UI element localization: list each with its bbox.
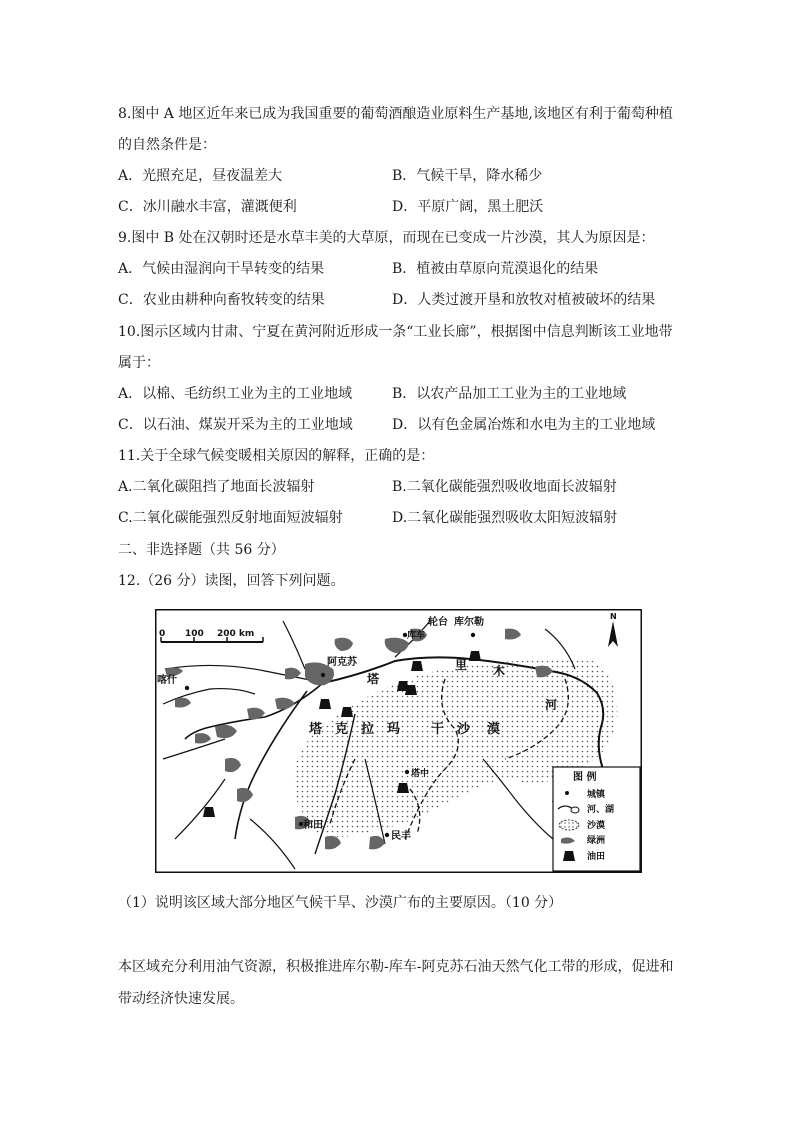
desert-label-char-2: 克 bbox=[335, 722, 349, 737]
legend-town-icon bbox=[565, 791, 569, 795]
legend-desert-icon bbox=[559, 820, 579, 830]
desert-label-char-5: 干 bbox=[431, 722, 445, 737]
river-label-char-3: 木 bbox=[493, 664, 506, 678]
paragraph-line1: 本区域充分利用油气资源，积极推进库尔勒-库车-阿克苏石油天然气化工带的形成，促进和 bbox=[118, 959, 674, 975]
q10-option-c: C．以石油、煤炭开采为主的工业地域 bbox=[118, 417, 353, 433]
map-legend bbox=[553, 767, 640, 871]
q8-option-a: A．光照充足，昼夜温差大 bbox=[118, 168, 283, 184]
river-label-char-4: 河 bbox=[545, 698, 558, 712]
legend-town-label: 城镇 bbox=[587, 790, 606, 800]
q8-stem-line2: 的自然条件是： bbox=[118, 137, 216, 153]
legend-river-lake-label: 河、湖 bbox=[587, 805, 615, 815]
oilfield-marker bbox=[341, 707, 353, 717]
q12-sub1: （1）说明该区域大部分地区气候干旱、沙漠广布的主要原因。（10 分） bbox=[118, 895, 563, 911]
river-label-char-2: 里 bbox=[455, 658, 468, 672]
town-dot-korla bbox=[471, 633, 475, 637]
q11-option-b: B.二氧化碳能强烈吸收地面长波辐射 bbox=[392, 479, 617, 495]
q10-stem-line1: 10.图示区域内甘肃、宁夏在黄河附近形成一条“工业长廊”，根据图中信息判断该工业地带 bbox=[118, 324, 673, 340]
city-label-minfeng: 民丰 bbox=[391, 831, 411, 842]
section-heading: 二、非选择题（共 56 分） bbox=[118, 542, 285, 558]
q10-stem-line2: 属于： bbox=[118, 355, 160, 371]
oilfield-marker bbox=[411, 661, 423, 671]
q9-stem: 9.图中 B 处在汉朝时还是水草丰美的大草原，而现在已变成一片沙漠，其人为原因是： bbox=[118, 230, 655, 246]
q11-option-a: A.二氧化碳阻挡了地面长波辐射 bbox=[118, 479, 315, 495]
desert-label-char-4: 玛 bbox=[387, 722, 401, 737]
city-label-kashi: 喀什 bbox=[157, 675, 177, 686]
oilfield-marker bbox=[405, 685, 417, 695]
legend-oasis-label: 绿洲 bbox=[587, 836, 606, 846]
q10-option-b: B．以农产品加工工业为主的工业地域 bbox=[392, 386, 627, 402]
q8-option-c: C．冰川融水丰富，灌溉便利 bbox=[118, 199, 297, 215]
city-label-kuqa: 库车 bbox=[407, 631, 426, 641]
city-label-luntai: 轮台 bbox=[428, 617, 448, 628]
q12-stem: 12.（26 分）读图，回答下列问题。 bbox=[118, 573, 345, 589]
city-label-hotan: 和田 bbox=[303, 820, 323, 831]
city-label-aksu: 阿克苏 bbox=[327, 657, 357, 668]
oilfield-marker bbox=[203, 807, 215, 817]
paragraph-line2: 带动经济快速发展。 bbox=[118, 991, 244, 1007]
q11-option-d: D.二氧化碳能强烈吸收太阳短波辐射 bbox=[392, 510, 618, 526]
legend-lake-icon bbox=[571, 807, 579, 813]
scale-label-200: 200 km bbox=[217, 629, 255, 639]
legend-desert-label: 沙漠 bbox=[587, 821, 606, 831]
legend-oilfield-label: 油田 bbox=[587, 852, 606, 862]
oilfield-marker bbox=[397, 783, 409, 793]
q8-option-b: B．气候干旱，降水稀少 bbox=[392, 168, 543, 184]
river-label-char-1: 塔 bbox=[367, 672, 380, 686]
q10-option-a: A．以棉、毛纺织工业为主的工业地域 bbox=[118, 386, 353, 402]
q9-option-b: B．植被由草原向荒漠退化的结果 bbox=[392, 261, 599, 277]
scale-label-0: 0 bbox=[159, 629, 166, 639]
city-label-korla: 库尔勒 bbox=[454, 617, 484, 628]
q11-option-c: C.二氧化碳能强烈反射地面短波辐射 bbox=[118, 510, 343, 526]
q9-option-c: C．农业由耕种向畜牧转变的结果 bbox=[118, 292, 325, 308]
town-dot-aksu bbox=[321, 673, 325, 677]
desert-label-char-7: 漠 bbox=[487, 722, 501, 737]
town-dot-tazhong bbox=[405, 770, 409, 774]
north-label: N bbox=[610, 612, 617, 621]
q8-stem-line1: 8.图中 A 地区近年来已成为我国重要的葡萄酒酿造业原料生产基地,该地区有利于葡萄种植 bbox=[118, 106, 673, 122]
city-label-tazhong: 塔中 bbox=[411, 769, 430, 779]
q10-option-d: D．以有色金属冶炼和水电为主的工业地域 bbox=[392, 417, 656, 433]
desert-label-char-6: 沙 bbox=[457, 722, 471, 737]
town-dot-kashi bbox=[185, 686, 189, 690]
legend-title: 图 例 bbox=[573, 772, 597, 783]
scale-label-100: 100 bbox=[185, 629, 204, 639]
town-dot-minfeng bbox=[385, 833, 389, 837]
oilfield-marker bbox=[319, 699, 331, 709]
tarim-basin-map bbox=[155, 609, 642, 873]
q9-option-a: A．气候由湿润向干旱转变的结果 bbox=[118, 261, 325, 277]
desert-label-char-3: 拉 bbox=[361, 722, 375, 737]
q11-stem: 11.关于全球气候变暖相关原因的解释，正确的是： bbox=[118, 448, 435, 464]
legend-oilfield-icon bbox=[563, 851, 575, 861]
oilfield-marker bbox=[469, 651, 481, 661]
q9-option-d: D．人类过渡开垦和放牧对植被破坏的结果 bbox=[392, 292, 656, 308]
q8-option-d: D．平原广阔，黑土肥沃 bbox=[392, 199, 544, 215]
desert-label-char-1: 塔 bbox=[309, 722, 323, 737]
